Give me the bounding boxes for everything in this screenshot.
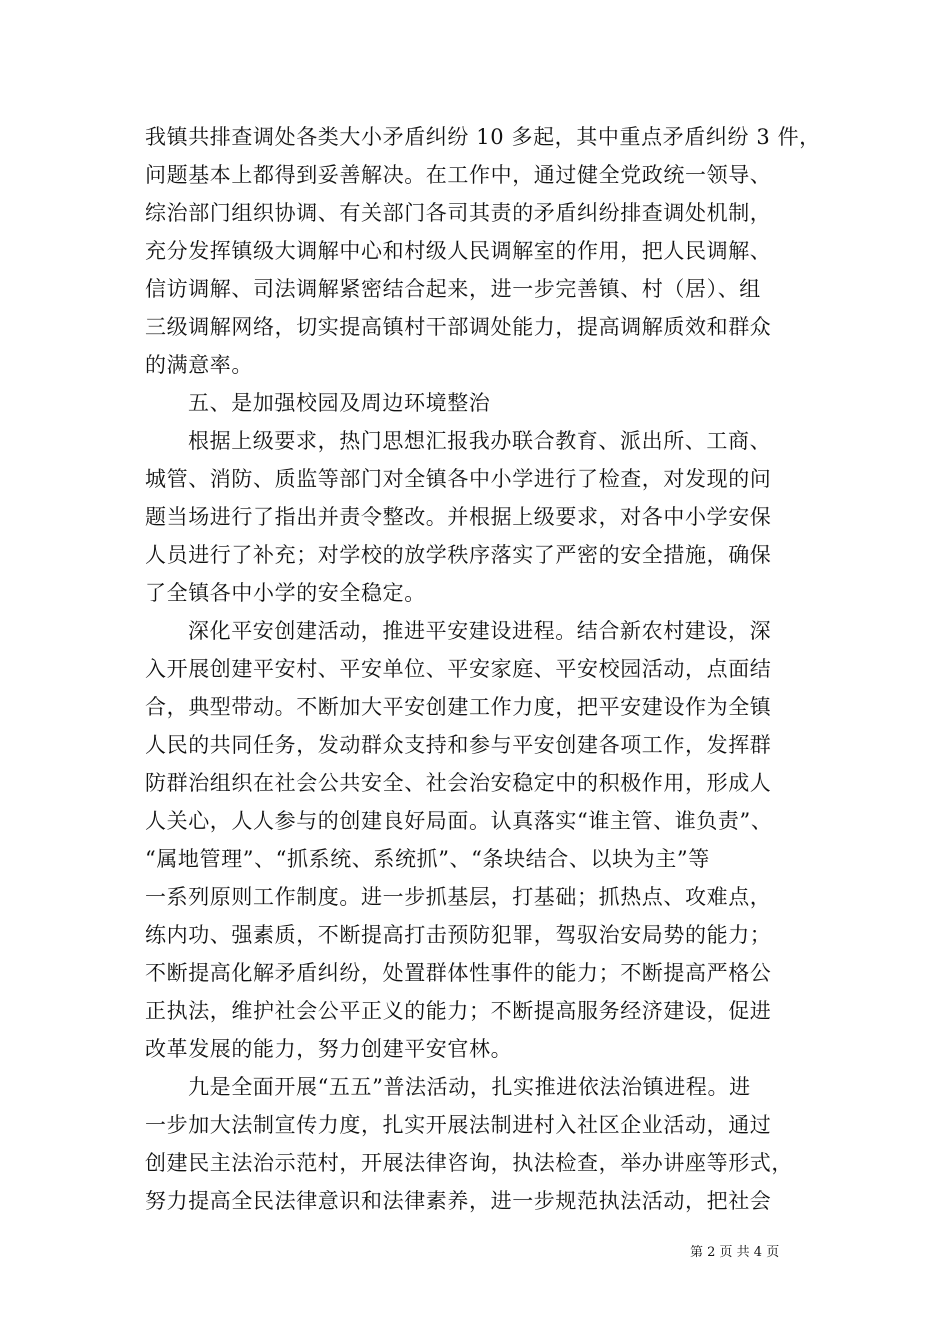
paragraph-start-line: 根据上级要求，热门思想汇报我办联合教育、派出所、工商、 [188, 429, 772, 453]
body-line: 的满意率。 [145, 353, 253, 377]
body-line: 不断提高化解矛盾纠纷，处置群体性事件的能力；不断提高严格公 [145, 961, 772, 985]
body-line: 人员进行了补充；对学校的放学秩序落实了严密的安全措施，确保 [145, 543, 772, 567]
body-line: 练内功、强素质，不断提高打击预防犯罪，驾驭治安局势的能力； [145, 923, 772, 947]
body-line: 一系列原则工作制度。进一步抓基层，打基础；抓热点、攻难点， [145, 885, 772, 909]
body-line: 综治部门组织协调、有关部门各司其责的矛盾纠纷排查调处机制， [145, 201, 772, 225]
document-body [145, 118, 821, 1220]
page-number: 第 2 页 共 4 页 [690, 1245, 780, 1260]
body-line: 三级调解网络，切实提高镇村干部调处能力，提高调解质效和群众 [145, 315, 772, 339]
body-line: 创建民主法治示范村，开展法律咨询，执法检查，举办讲座等形式， [145, 1151, 793, 1175]
body-line: 合，典型带动。不断加大平安创建工作力度，把平安建设作为全镇 [145, 695, 772, 719]
section-heading: 五、是加强校园及周边环境整治 [188, 391, 491, 415]
body-line: 城管、消防、质监等部门对全镇各中小学进行了检查，对发现的问 [145, 467, 772, 491]
body-line: 人民的共同任务，发动群众支持和参与平安创建各项工作，发挥群 [145, 733, 772, 757]
body-line: “属地管理”、“抓系统、系统抓”、“条块结合、以块为主”等 [145, 847, 710, 871]
body-line: 信访调解、司法调解紧密结合起来，进一步完善镇、村（居）、组 [145, 277, 761, 301]
body-line: 我镇共排查调处各类大小矛盾纠纷 10 多起，其中重点矛盾纠纷 3 件， [145, 125, 821, 149]
body-line: 人关心，人人参与的创建良好局面。认真落实“谁主管、谁负责”、 [145, 809, 773, 833]
body-line: 努力提高全民法律意识和法律素养，进一步规范执法活动，把社会 [145, 1189, 772, 1213]
paragraph-start-line: 深化平安创建活动，推进平安建设进程。结合新农村建设，深 [188, 619, 772, 643]
body-line: 一步加大法制宣传力度，扎实开展法制进村入社区企业活动，通过 [145, 1113, 772, 1137]
body-line: 了全镇各中小学的安全稳定。 [145, 581, 426, 605]
body-line: 正执法，维护社会公平正义的能力；不断提高服务经济建设，促进 [145, 999, 772, 1023]
body-line: 充分发挥镇级大调解中心和村级人民调解室的作用，把人民调解、 [145, 239, 772, 263]
body-line: 入开展创建平安村、平安单位、平安家庭、平安校园活动，点面结 [145, 657, 772, 681]
body-line: 题当场进行了指出并责令整改。并根据上级要求，对各中小学安保 [145, 505, 772, 529]
body-line: 问题基本上都得到妥善解决。在工作中，通过健全党政统一领导、 [145, 163, 772, 187]
body-line: 改革发展的能力，努力创建平安官林。 [145, 1037, 513, 1061]
paragraph-start-line: 九是全面开展“五五”普法活动，扎实推进依法治镇进程。进 [188, 1075, 751, 1099]
body-line: 防群治组织在社会公共安全、社会治安稳定中的积极作用，形成人 [145, 771, 772, 795]
